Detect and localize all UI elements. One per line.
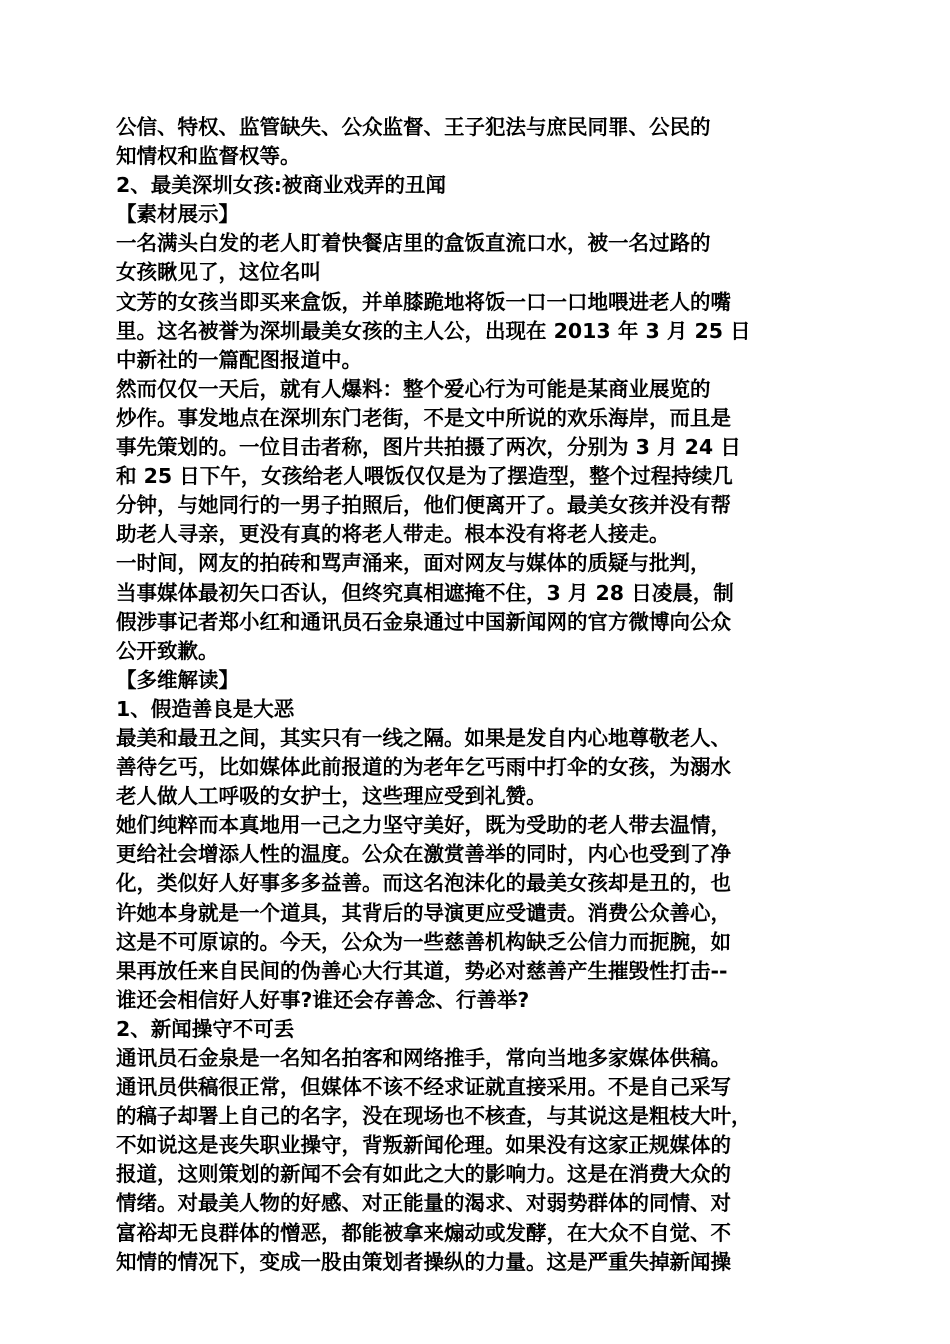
text-line: 一时间，网友的拍砖和骂声涌来，面对网友与媒体的质疑与批判， — [116, 551, 711, 576]
text-line: 然而仅仅一天后，就有人爆料：整个爱心行为可能是某商业展览的 — [116, 376, 711, 401]
text-line: 果再放任来自民间的伪善心大行其道，势必对慈善产生摧毁性打击-- — [116, 958, 728, 983]
document-page — [116, 113, 838, 1277]
section-heading: 1、假造善良是大恶 — [116, 696, 295, 721]
text-line: 假涉事记者郑小红和通讯员石金泉通过中国新闻网的官方微博向公众 — [116, 609, 731, 634]
text-line: 分钟，与她同行的一男子拍照后，他们便离开了。最美女孩并没有帮 — [116, 493, 731, 518]
text-line: 和 25 日下午，女孩给老人喂饭仅仅是为了摆造型，整个过程持续几 — [116, 464, 733, 489]
text-line: 通讯员供稿很正常，但媒体不该不经求证就直接采用。不是自己采写 — [116, 1075, 731, 1100]
text-line: 事先策划的。一位目击者称，图片共拍摄了两次，分别为 3 月 24 日 — [116, 435, 741, 460]
text-line: 知情的情况下，变成一股由策划者操纵的力量。这是严重失掉新闻操 — [116, 1249, 731, 1274]
text-line: 不如说这是丧失职业操守，背叛新闻伦理。如果没有这家正规媒体的 — [116, 1133, 731, 1158]
text-line: 最美和最丑之间，其实只有一线之隔。如果是发自内心地尊敬老人、 — [116, 725, 731, 750]
text-line: 更给社会增添人性的温度。公众在激赏善举的同时，内心也受到了净 — [116, 842, 731, 867]
subsection-heading: 【素材展示】 — [116, 202, 239, 227]
text-line: 里。这名被誉为深圳最美女孩的主人公，出现在 2013 年 3 月 25 日 — [116, 318, 751, 343]
text-line: 报道，这则策划的新闻不会有如此之大的影响力。这是在消费大众的 — [116, 1162, 731, 1187]
text-line: 公开致歉。 — [116, 638, 219, 663]
section-heading: 2、新闻操守不可丢 — [116, 1016, 295, 1041]
text-line: 的稿子却署上自己的名字，没在现场也不核查，与其说这是粗枝大叶， — [116, 1104, 752, 1129]
text-line: 许她本身就是一个道具，其背后的导演更应受谴责。消费公众善心， — [116, 900, 731, 925]
text-line: 情绪。对最美人物的好感、对正能量的渴求、对弱势群体的同情、对 — [116, 1191, 731, 1216]
text-line: 中新社的一篇配图报道中。 — [116, 347, 362, 372]
text-line: 通讯员石金泉是一名知名拍客和网络推手，常向当地多家媒体供稿。 — [116, 1046, 731, 1070]
text-line: 老人做人工呼吸的女护士，这些理应受到礼赞。 — [116, 784, 547, 809]
section-heading: 2、最美深圳女孩:被商业戏弄的丑闻 — [116, 173, 446, 198]
text-line: 助老人寻亲，更没有真的将老人带走。根本没有将老人接走。 — [116, 522, 670, 547]
subsection-heading: 【多维解读】 — [116, 667, 239, 692]
text-line: 她们纯粹而本真地用一己之力坚守美好，既为受助的老人带去温情， — [116, 813, 731, 838]
text-line: 善待乞丐，比如媒体此前报道的为老年乞丐雨中打伞的女孩，为溺水 — [116, 755, 731, 780]
text-line: 这是不可原谅的。今天，公众为一些慈善机构缺乏公信力而扼腕，如 — [116, 929, 731, 954]
text-line: 炒作。事发地点在深圳东门老街，不是文中所说的欢乐海岸，而且是 — [116, 405, 731, 430]
text-line: 当事媒体最初矢口否认，但终究真相遮掩不住，3 月 28 日凌晨，制 — [116, 580, 734, 605]
text-line: 公信、特权、监管缺失、公众监督、王子犯法与庶民同罪、公民的 — [116, 115, 711, 139]
text-line: 女孩瞅见了，这位名叫 — [116, 260, 321, 285]
text-line: 一名满头白发的老人盯着快餐店里的盒饭直流口水，被一名过路的 — [116, 231, 711, 256]
text-line: 富裕却无良群体的憎恶，都能被拿来煽动或发酵，在大众不自觉、不 — [116, 1220, 731, 1245]
text-line: 知情权和监督权等。 — [116, 144, 301, 169]
text-line: 化，类似好人好事多多益善。而这名泡沫化的最美女孩却是丑的，也 — [116, 871, 731, 896]
text-line: 谁还会相信好人好事?谁还会存善念、行善举? — [116, 987, 530, 1012]
text-line: 文芳的女孩当即买来盒饭，并单膝跪地将饭一口一口地喂进老人的嘴 — [116, 289, 731, 314]
